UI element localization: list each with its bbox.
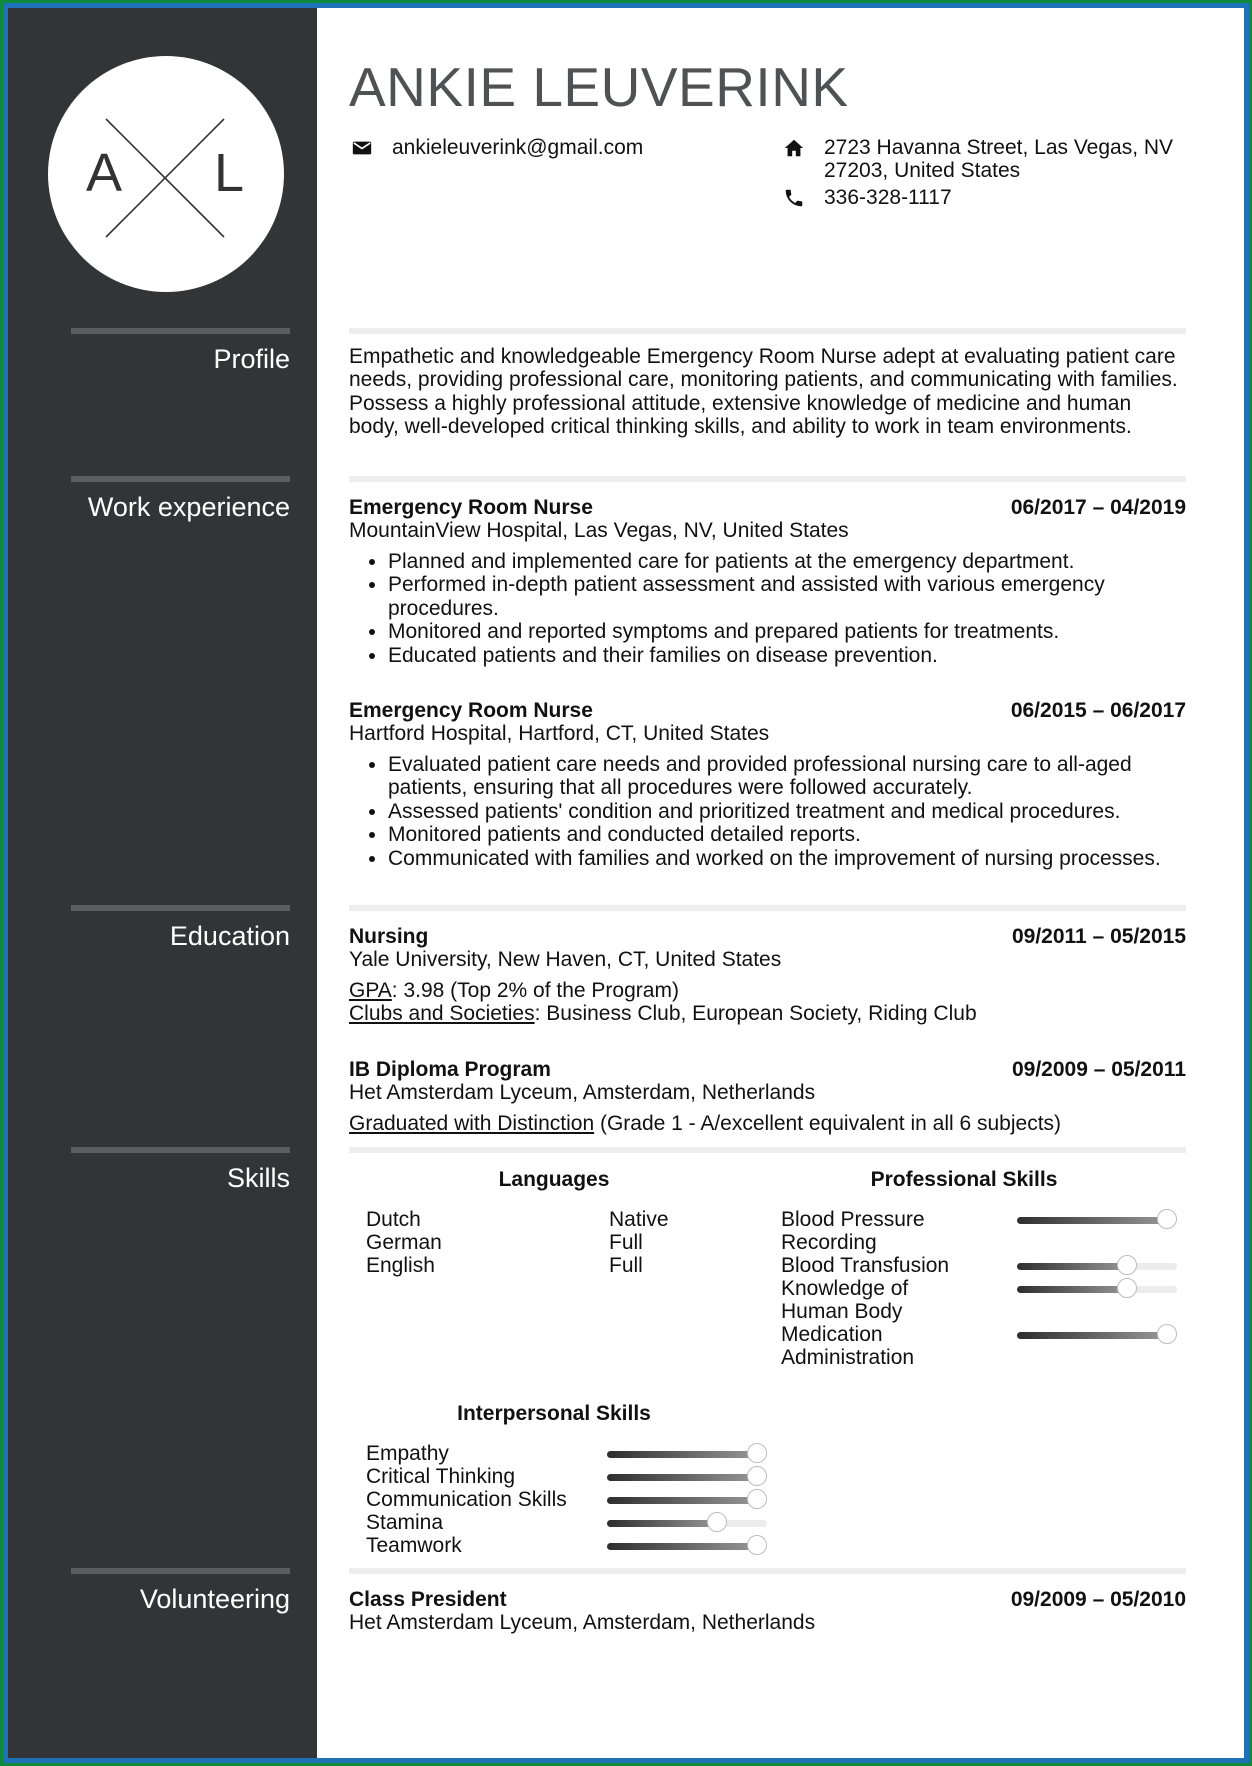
skill-bar-interpersonal: [607, 1520, 767, 1527]
contact-phone: [783, 186, 1083, 210]
clubs-label: Clubs and Societies: [349, 1002, 535, 1025]
gpa-value: : 3.98 (Top 2% of the Program): [391, 979, 679, 1002]
list-item: • Performed in-depth patient assessment and assisted with various emergency procedures.: [388, 573, 1188, 620]
language-name: Dutch: [366, 1208, 421, 1231]
job-title: Emergency Room Nurse: [349, 496, 593, 519]
job-dates: 06/2017 – 04/2019: [1010, 496, 1186, 519]
section-rule: [349, 1568, 1186, 1574]
section-rule: [349, 476, 1186, 482]
job-employer: MountainView Hospital, Las Vegas, NV, United States: [349, 519, 849, 542]
list-item: • Assessed patients' condition and prioritized treatment and medical procedures.: [388, 800, 1188, 823]
skill-bar-fill: [1017, 1263, 1131, 1270]
sidebar-rule: [71, 905, 290, 911]
skill-bar-knob: [1157, 1209, 1177, 1229]
sidebar-rule: [71, 1147, 290, 1153]
skill-bar-interpersonal: [607, 1543, 767, 1550]
skill-bar-professional: [1017, 1217, 1177, 1224]
languages-heading: Languages: [498, 1168, 610, 1191]
honor-value: (Grade 1 - A/excellent equivalent in all 6 subjects): [594, 1112, 1062, 1135]
skill-bar-interpersonal: [607, 1474, 767, 1481]
section-label-skills: Skills: [226, 1163, 290, 1193]
section-rule: [349, 905, 1186, 911]
skill-bar-knob: [747, 1535, 767, 1555]
job-bullets: [349, 550, 1188, 667]
interpersonal-skill-name: Empathy: [366, 1442, 449, 1465]
interpersonal-skills-heading: Interpersonal Skills: [457, 1402, 651, 1425]
candidate-name: ANKIE LEUVERINK: [349, 56, 849, 118]
main-content: [349, 8, 1189, 1758]
list-item: • Monitored patients and conducted detailed reports.: [388, 823, 1188, 846]
monogram-logo: [48, 56, 284, 292]
list-item: • Monitored and reported symptoms and prepared patients for treatments.: [388, 620, 1188, 643]
clubs-value: : Business Club, European Society, Riding Club: [534, 1002, 977, 1025]
professional-skills-heading: Professional Skills: [870, 1168, 1058, 1191]
degree-title: IB Diploma Program: [349, 1058, 551, 1081]
school-name: Yale University, New Haven, CT, United States: [349, 948, 782, 971]
skill-bar-knob: [707, 1512, 727, 1532]
honor-line: [349, 1112, 1061, 1135]
phone-icon: [783, 187, 805, 209]
skill-bar-fill: [607, 1497, 761, 1504]
skill-bar-fill: [1017, 1217, 1171, 1224]
professional-skill-name: Blood Pressure Recording: [781, 1208, 925, 1255]
school-name: Het Amsterdam Lyceum, Amsterdam, Netherlands: [349, 1081, 816, 1104]
skill-bar-fill: [607, 1520, 721, 1527]
degree-title: Nursing: [349, 925, 429, 948]
volunteer-dates: 09/2009 – 05/2010: [1010, 1588, 1186, 1611]
skill-bar-knob: [1157, 1324, 1177, 1344]
list-item: • Educated patients and their families on disease prevention.: [388, 644, 1188, 667]
degree-dates: 09/2009 – 05/2011: [1011, 1058, 1186, 1081]
skill-bar-knob: [1117, 1255, 1137, 1275]
volunteer-org: Het Amsterdam Lyceum, Amsterdam, Netherlands: [349, 1611, 816, 1634]
skill-bar-fill: [1017, 1332, 1171, 1339]
interpersonal-skill-name: Critical Thinking: [366, 1465, 515, 1488]
skill-bar-fill: [607, 1543, 761, 1550]
language-level: Full: [609, 1254, 643, 1277]
professional-skill-name: Blood Transfusion: [781, 1254, 950, 1277]
phone-text[interactable]: 336-328-1117: [824, 186, 952, 209]
monogram-cross: [48, 56, 284, 292]
gpa-line: [349, 979, 679, 1002]
job-bullets: [349, 753, 1188, 870]
monogram-initial-second: L: [214, 143, 245, 203]
skill-bar-fill: [607, 1474, 761, 1481]
interpersonal-skill-name: Communication Skills: [366, 1488, 567, 1511]
skill-bar-fill: [1017, 1286, 1131, 1293]
job-employer: Hartford Hospital, Hartford, CT, United States: [349, 722, 770, 745]
skill-bar-professional: [1017, 1263, 1177, 1270]
section-rule: [349, 1147, 1186, 1153]
skill-bar-professional: [1017, 1286, 1177, 1293]
outer-frame: [3, 3, 1249, 1763]
sidebar-rule: [71, 328, 290, 334]
email-icon: [351, 137, 373, 159]
language-name: German: [366, 1231, 442, 1254]
sidebar: [8, 8, 317, 1758]
skill-bar-knob: [747, 1443, 767, 1463]
degree-dates: 09/2011 – 05/2015: [1011, 925, 1186, 948]
honor-label: Graduated with Distinction: [349, 1112, 595, 1135]
section-label-profile: Profile: [213, 344, 290, 374]
skill-bar-interpersonal: [607, 1451, 767, 1458]
section-label-work: Work experience: [87, 492, 290, 522]
monogram-initial-first: A: [86, 143, 123, 203]
section-rule: [349, 328, 1186, 334]
language-level: Full: [609, 1231, 643, 1254]
list-item: • Communicated with families and worked on the improvement of nursing processes.: [388, 847, 1188, 870]
section-label-volunteering: Volunteering: [139, 1584, 290, 1614]
email-text[interactable]: ankieleuverink@gmail.com: [392, 136, 644, 159]
skill-bar-knob: [747, 1466, 767, 1486]
interpersonal-skill-name: Teamwork: [366, 1534, 462, 1557]
language-level: Native: [609, 1208, 669, 1231]
list-item: • Evaluated patient care needs and provided professional nursing care to all-aged patients, ensuring that all procedures were followed accurately.: [388, 753, 1188, 800]
skill-bar-knob: [1117, 1278, 1137, 1298]
skill-bar-knob: [747, 1489, 767, 1509]
address-text: 2723 Havanna Street, Las Vegas, NV 27203, United States: [824, 136, 1174, 182]
section-label-education: Education: [169, 921, 290, 951]
home-icon: [783, 137, 805, 159]
resume-page: [8, 8, 1244, 1758]
gpa-label: GPA: [349, 979, 392, 1002]
language-name: English: [366, 1254, 435, 1277]
job-title: Emergency Room Nurse: [349, 699, 593, 722]
professional-skill-name: Knowledge of Human Body: [781, 1277, 909, 1324]
professional-skill-name: Medication Administration: [781, 1323, 915, 1370]
contact-address: [783, 136, 1183, 184]
volunteer-title: Class President: [349, 1588, 507, 1611]
profile-summary: Empathetic and knowledgeable Emergency Room Nurse adept at evaluating patient care needs, providing professional care, monitoring patients, and communicating with families. Possess a highly professional attitude, extensive knowledge of medicine and human body, well-developed critical thinking skills, and ability to work in team environments.: [349, 345, 1178, 439]
sidebar-rule: [71, 476, 290, 482]
skill-bar-professional: [1017, 1332, 1177, 1339]
clubs-line: [349, 1002, 977, 1025]
contact-email: [351, 136, 731, 160]
skill-bar-fill: [607, 1451, 761, 1458]
list-item: • Planned and implemented care for patients at the emergency department.: [388, 550, 1188, 573]
skill-bar-interpersonal: [607, 1497, 767, 1504]
interpersonal-skill-name: Stamina: [366, 1511, 444, 1534]
sidebar-rule: [71, 1568, 290, 1574]
job-dates: 06/2015 – 06/2017: [1010, 699, 1186, 722]
